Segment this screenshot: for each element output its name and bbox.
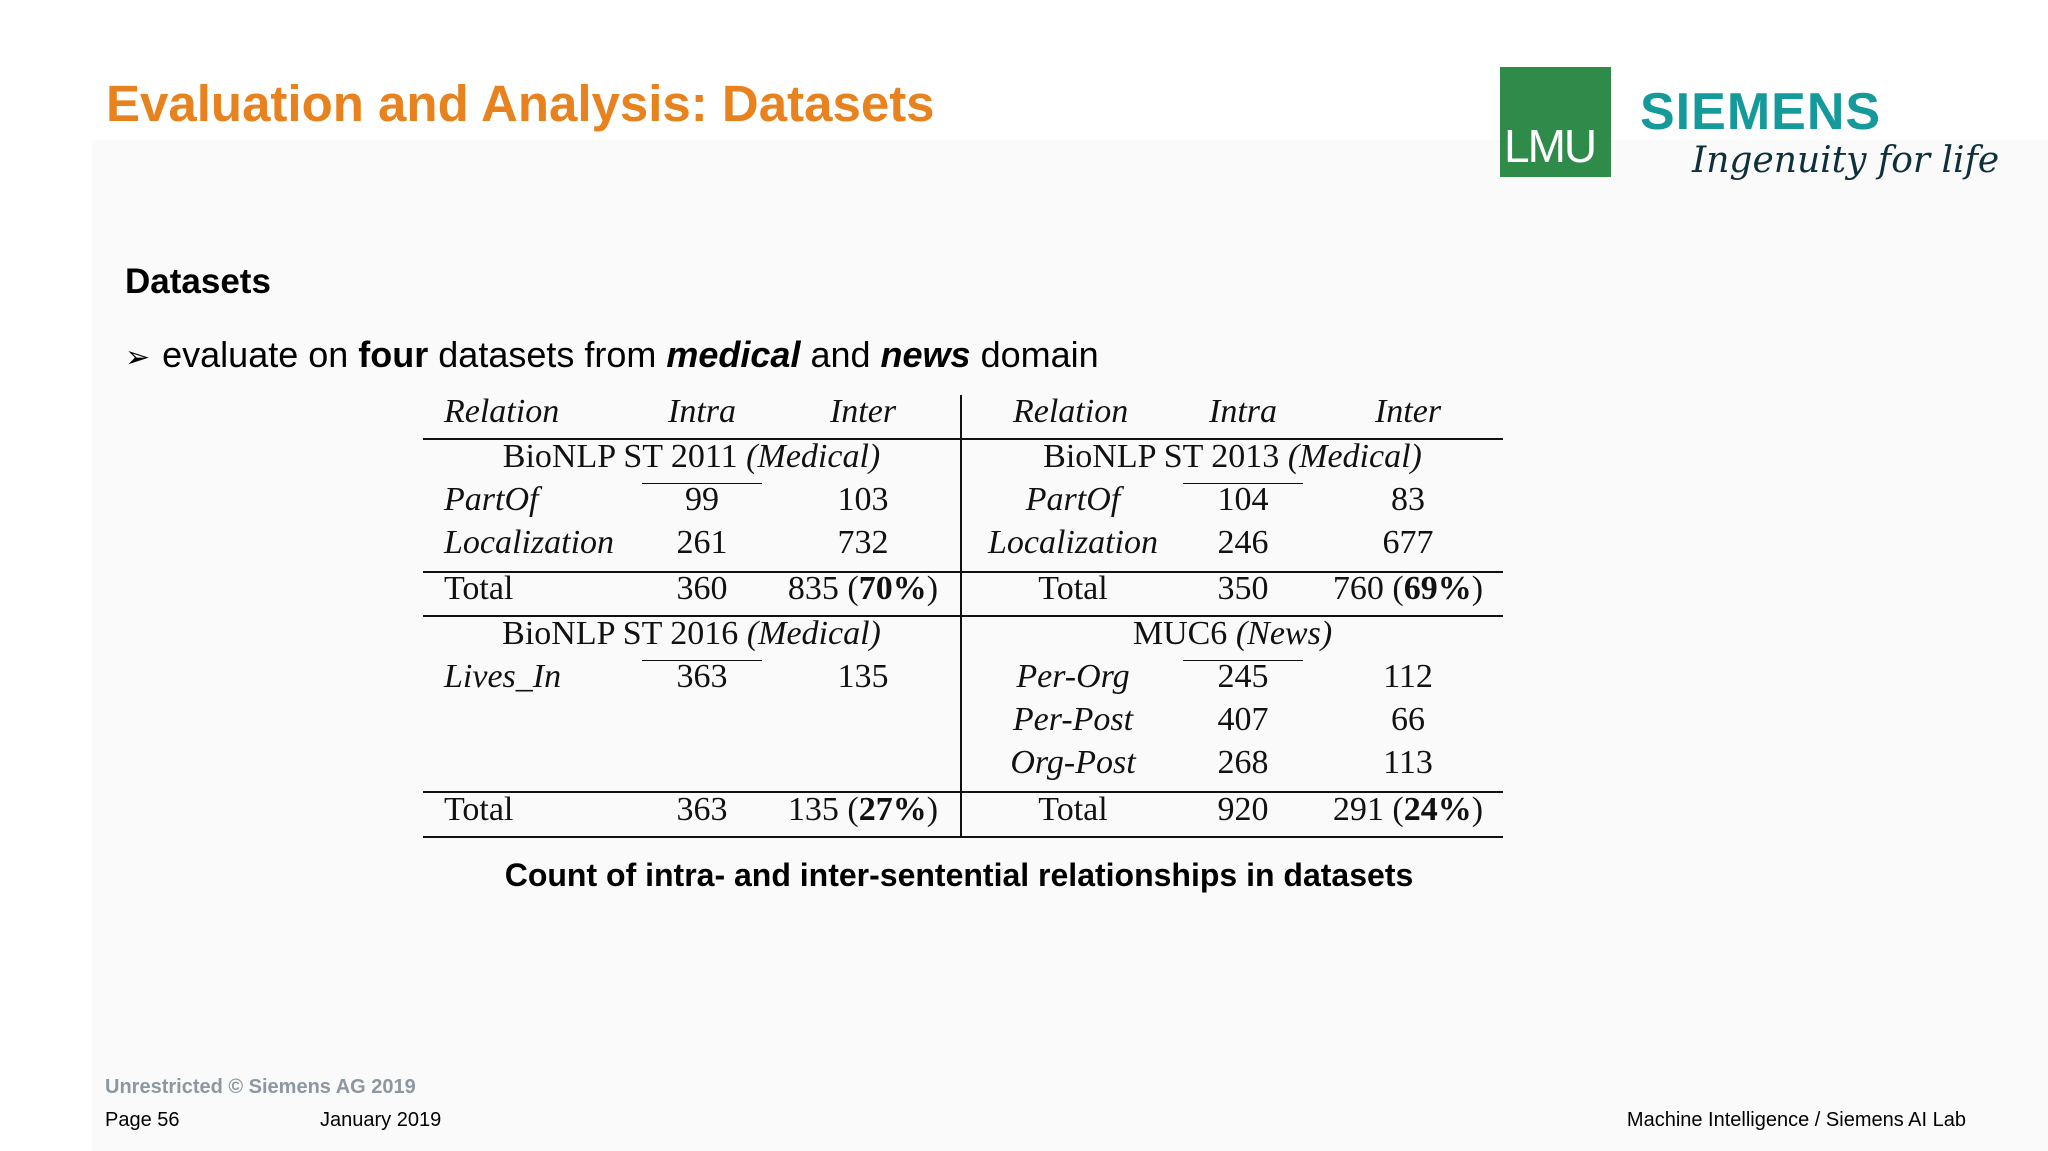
total-inter-cell: 835 (70%) — [787, 570, 939, 607]
total-percentage: 69% — [1403, 570, 1472, 607]
total-percentage: 27% — [858, 791, 927, 828]
dataset-name-cell — [962, 438, 1503, 476]
total-label: Total — [444, 791, 514, 828]
total-inter-cell: 135 (27%) — [787, 791, 939, 828]
section-heading: Datasets — [125, 262, 271, 301]
header-relation: Relation — [444, 393, 560, 430]
intra-value: 99 — [685, 481, 719, 518]
footer-date: January 2019 — [320, 1109, 442, 1131]
bullet-text-mid2: and — [800, 334, 881, 375]
total-inter: 291 — [1332, 791, 1384, 828]
bullet-text-prefix: evaluate on — [162, 334, 359, 375]
inter-value: 135 — [837, 658, 889, 695]
intra-value: 363 — [676, 658, 728, 695]
bullet-emphasis-count: four — [358, 334, 429, 375]
header-inter: Inter — [1374, 393, 1442, 430]
bullet-emphasis-news: news — [880, 334, 971, 375]
total-label: Total — [444, 570, 514, 607]
total-percentage: 24% — [1403, 791, 1472, 828]
intra-value: 245 — [1217, 658, 1269, 695]
relation-label: Per-Org — [1016, 658, 1130, 695]
lmu-logo-text: LMU — [1504, 120, 1596, 172]
intra-value: 261 — [676, 524, 728, 561]
relation-label: Localization — [987, 524, 1159, 561]
inter-value: 112 — [1383, 658, 1433, 695]
inter-value: 66 — [1391, 701, 1425, 738]
relation-label: PartOf — [1025, 481, 1121, 518]
dataset-name: BioNLP ST 2016 — [502, 615, 739, 652]
intra-value: 104 — [1217, 481, 1269, 518]
total-label: Total — [1038, 791, 1108, 828]
total-inter: 760 — [1332, 570, 1384, 607]
dataset-domain: (Medical) — [746, 438, 881, 475]
datasets-table — [423, 393, 1503, 839]
inter-value: 113 — [1383, 744, 1433, 781]
total-inter: 835 — [787, 570, 839, 607]
dataset-domain: (News) — [1235, 615, 1333, 652]
footer-copyright: Unrestricted © Siemens AG 2019 — [105, 1076, 416, 1098]
total-intra: 920 — [1217, 791, 1269, 828]
bullet-emphasis-medical: medical — [666, 334, 801, 375]
siemens-logo: SIEMENS — [1640, 83, 1882, 141]
inter-value: 83 — [1391, 481, 1425, 518]
dataset-name: BioNLP ST 2011 — [502, 438, 738, 475]
total-inter-cell: 291 (24%) — [1332, 791, 1484, 828]
total-label: Total — [1038, 570, 1108, 607]
dataset-domain: (Medical) — [1287, 438, 1422, 475]
inter-value: 103 — [837, 481, 889, 518]
header-relation: Relation — [1013, 393, 1129, 430]
intra-value: 246 — [1217, 524, 1269, 561]
intra-value: 407 — [1217, 701, 1269, 738]
relation-label: Per-Post — [1012, 701, 1134, 738]
dataset-domain: (Medical) — [746, 615, 881, 652]
bullet-text-suffix: domain — [970, 334, 1099, 375]
header-inter: Inter — [829, 393, 897, 430]
bullet-item — [125, 334, 1099, 376]
rule-table-bottom — [423, 836, 1503, 838]
dataset-name-cell — [423, 438, 960, 476]
dataset-name-cell — [962, 615, 1503, 653]
relation-label: Localization — [444, 524, 615, 561]
relation-label: Lives_In — [444, 658, 562, 695]
relation-label: Org-Post — [1010, 744, 1136, 781]
bullet-text-mid1: datasets from — [428, 334, 667, 375]
header-intra: Intra — [668, 393, 736, 430]
intra-value: 268 — [1217, 744, 1269, 781]
arrow-bullet-icon: ➢ — [125, 341, 151, 374]
footer-lab: Machine Intelligence / Siemens AI Lab — [1626, 1109, 1966, 1131]
total-intra: 363 — [676, 791, 728, 828]
header-intra: Intra — [1209, 393, 1277, 430]
inter-value: 677 — [1382, 524, 1434, 561]
dataset-name: BioNLP ST 2013 — [1043, 438, 1280, 475]
dataset-name: MUC6 — [1132, 615, 1228, 652]
footer-page-number: Page 56 — [105, 1109, 180, 1131]
total-intra: 350 — [1217, 570, 1269, 607]
total-inter: 135 — [787, 791, 839, 828]
total-percentage: 70% — [858, 570, 927, 607]
inter-value: 732 — [837, 524, 889, 561]
total-intra: 360 — [676, 570, 728, 607]
table-caption: Count of intra- and inter-sentential relationships in datasets — [504, 857, 1414, 893]
total-inter-cell: 760 (69%) — [1332, 570, 1484, 607]
slide-title: Evaluation and Analysis: Datasets — [106, 75, 935, 132]
lmu-logo — [1500, 67, 1611, 177]
dataset-name-cell — [423, 615, 960, 653]
siemens-tagline: Ingenuity for life — [1692, 140, 2000, 181]
relation-label: PartOf — [444, 481, 539, 518]
